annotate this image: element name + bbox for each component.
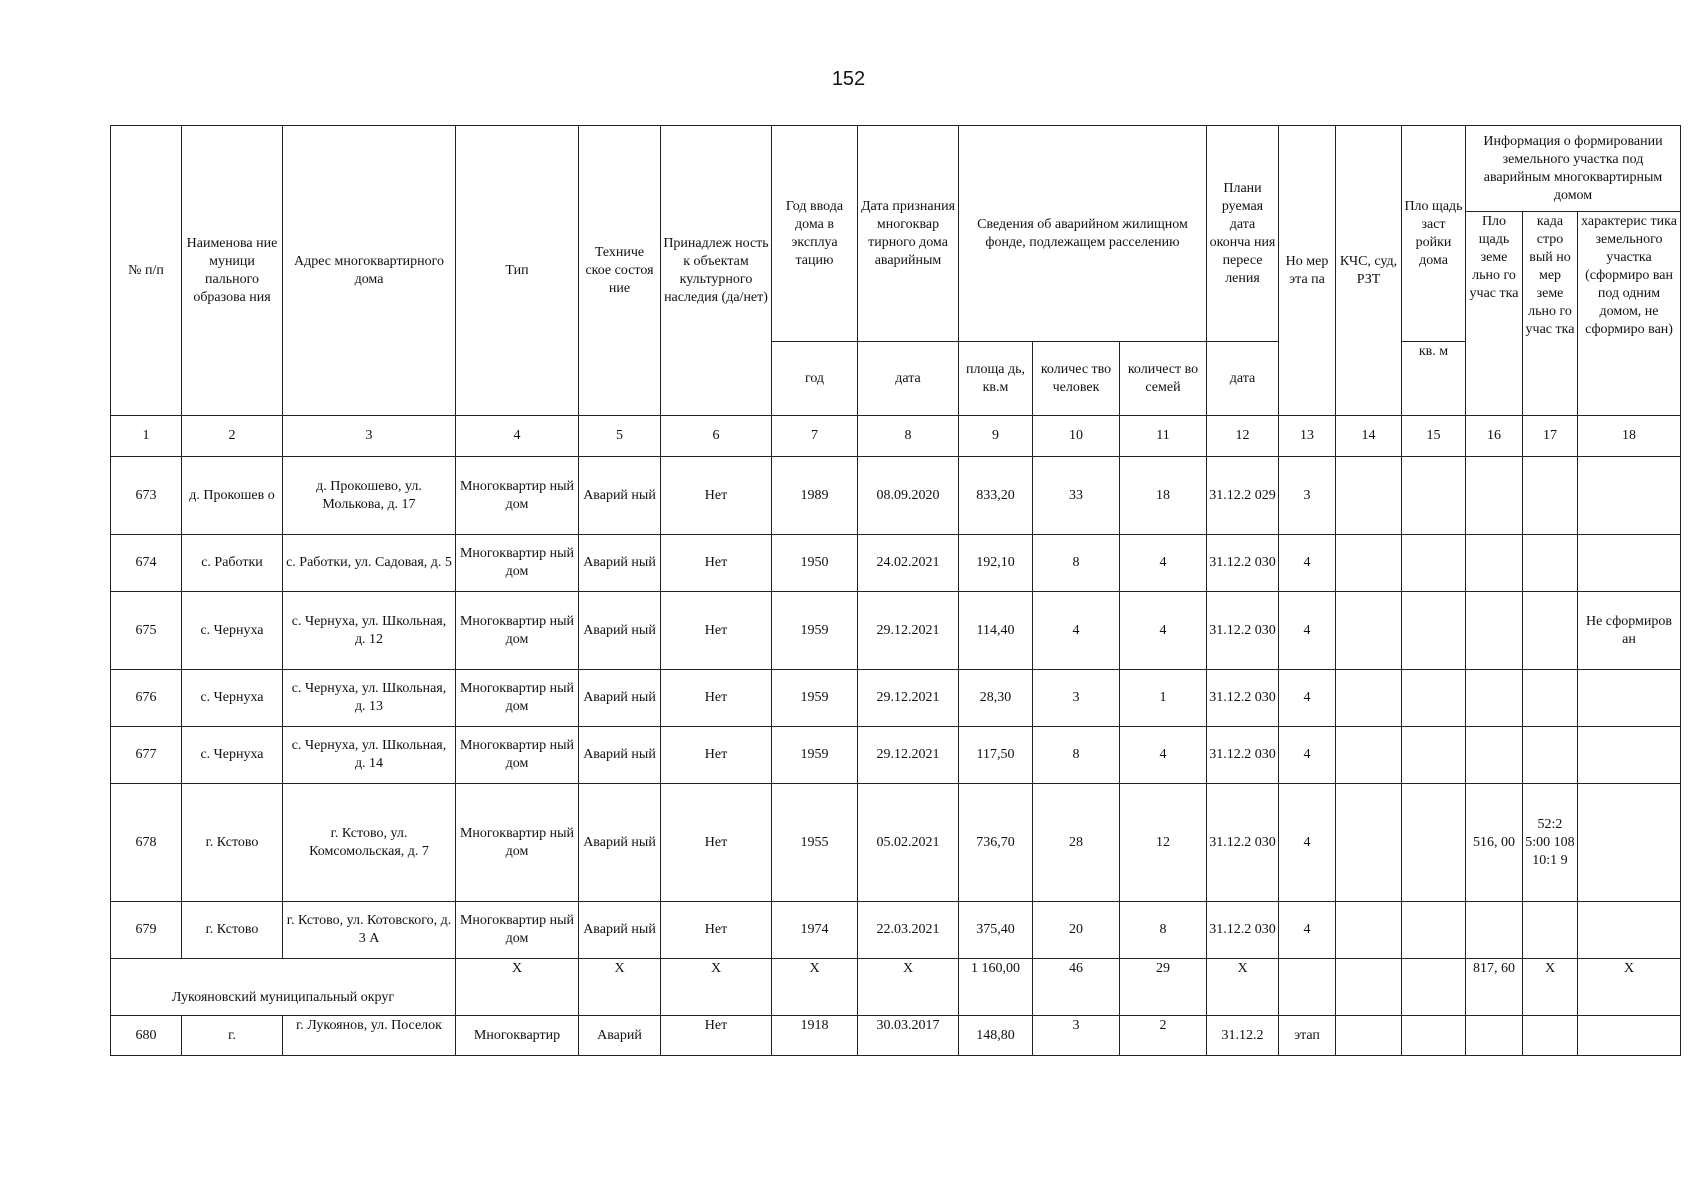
cell-stage: 4 — [1279, 902, 1336, 959]
cell-year: 1950 — [772, 535, 858, 592]
table-row — [111, 727, 1681, 784]
cell-year: Х — [772, 959, 858, 1016]
cell-state: Аварий ный — [579, 457, 661, 535]
header-heritage: Принадлеж ность к объектам культурного наследия (да/нет) — [661, 126, 772, 416]
cell-building-area — [1402, 1016, 1466, 1056]
cell-land-area — [1466, 535, 1523, 592]
cell-year: 1918 — [772, 1016, 858, 1056]
cell-number: 680 — [111, 1016, 182, 1056]
cell-end-date: 31.12.2 030 — [1207, 727, 1279, 784]
cell-kchs — [1336, 959, 1402, 1016]
cell-address: г. Кстово, ул. Котовского, д. 3 А — [283, 902, 456, 959]
subheader-year: год — [772, 342, 858, 416]
subheader-end-date: дата — [1207, 342, 1279, 416]
cell-cadastral: 52:2 5:00 108 10:1 9 — [1523, 784, 1578, 902]
cell-address: с. Чернуха, ул. Школьная, д. 14 — [283, 727, 456, 784]
cell-people: 3 — [1033, 1016, 1120, 1056]
cell-people: 20 — [1033, 902, 1120, 959]
cell-area: 1 160,00 — [959, 959, 1033, 1016]
cell-people: 4 — [1033, 592, 1120, 670]
header-address: Адрес многоквартирного дома — [283, 126, 456, 416]
cell-date: 29.12.2021 — [858, 592, 959, 670]
cell-stage: 4 — [1279, 535, 1336, 592]
cell-area: 148,80 — [959, 1016, 1033, 1056]
cell-address: с. Чернуха, ул. Школьная, д. 12 — [283, 592, 456, 670]
cell-area: 736,70 — [959, 784, 1033, 902]
cell-families: 4 — [1120, 535, 1207, 592]
cell-land-characteristic: Х — [1578, 959, 1681, 1016]
cell-address: г. Лукоянов, ул. Поселок — [283, 1016, 456, 1056]
cell-kchs — [1336, 592, 1402, 670]
cell-year: 1989 — [772, 457, 858, 535]
cell-building-area — [1402, 670, 1466, 727]
cell-end-date: 31.12.2 030 — [1207, 902, 1279, 959]
header-cadastral: када стро вый но мер земе льно го учас тка — [1523, 212, 1578, 416]
cell-heritage: Х — [661, 959, 772, 1016]
column-number: 9 — [959, 416, 1033, 457]
header-land-info: Информация о формировании земельного участка под аварийным многоквартирным домом — [1466, 126, 1681, 212]
cell-state: Аварий ный — [579, 784, 661, 902]
cell-land-characteristic — [1578, 727, 1681, 784]
cell-state: Аварий ный — [579, 535, 661, 592]
cell-heritage: Нет — [661, 784, 772, 902]
cell-number: 676 — [111, 670, 182, 727]
cell-end-date: Х — [1207, 959, 1279, 1016]
cell-land-area — [1466, 902, 1523, 959]
cell-building-area — [1402, 457, 1466, 535]
cell-area: 114,40 — [959, 592, 1033, 670]
cell-cadastral — [1523, 902, 1578, 959]
cell-land-characteristic: Не сформиров ан — [1578, 592, 1681, 670]
cell-land-characteristic — [1578, 457, 1681, 535]
cell-cadastral — [1523, 1016, 1578, 1056]
cell-municipality: с. Работки — [182, 535, 283, 592]
cell-address: д. Прокошево, ул. Молькова, д. 17 — [283, 457, 456, 535]
table-row — [111, 535, 1681, 592]
cell-building-area — [1402, 784, 1466, 902]
cell-land-characteristic — [1578, 784, 1681, 902]
cell-building-area — [1402, 727, 1466, 784]
cell-heritage: Нет — [661, 535, 772, 592]
cell-state: Аварий ный — [579, 727, 661, 784]
cell-families: 8 — [1120, 902, 1207, 959]
cell-families: 18 — [1120, 457, 1207, 535]
cell-address: г. Кстово, ул. Комсомольская, д. 7 — [283, 784, 456, 902]
cell-cadastral — [1523, 535, 1578, 592]
cell-land-characteristic — [1578, 902, 1681, 959]
cell-land-characteristic — [1578, 670, 1681, 727]
cell-kchs — [1336, 535, 1402, 592]
cell-families: 29 — [1120, 959, 1207, 1016]
cell-end-date: 31.12.2 030 — [1207, 670, 1279, 727]
header-housing-info: Сведения об аварийном жилищном фонде, подлежащем расселению — [959, 126, 1207, 342]
cell-stage: 4 — [1279, 727, 1336, 784]
cell-number: 677 — [111, 727, 182, 784]
column-number: 14 — [1336, 416, 1402, 457]
cell-state: Аварий — [579, 1016, 661, 1056]
column-number: 18 — [1578, 416, 1681, 457]
cell-area: 28,30 — [959, 670, 1033, 727]
cell-municipality: г. Кстово — [182, 902, 283, 959]
cell-address: с. Чернуха, ул. Школьная, д. 13 — [283, 670, 456, 727]
cell-families: 12 — [1120, 784, 1207, 902]
cell-date: 24.02.2021 — [858, 535, 959, 592]
cell-families: 1 — [1120, 670, 1207, 727]
cell-type: Многоквартир ный дом — [456, 784, 579, 902]
header-building-area: Пло щадь заст ройки дома — [1402, 126, 1466, 342]
cell-cadastral: Х — [1523, 959, 1578, 1016]
cell-type: Многоквартир — [456, 1016, 579, 1056]
cell-end-date: 31.12.2 030 — [1207, 535, 1279, 592]
cell-state: Аварий ный — [579, 670, 661, 727]
cell-people: 8 — [1033, 727, 1120, 784]
cell-heritage: Нет — [661, 1016, 772, 1056]
cell-type: Х — [456, 959, 579, 1016]
column-number: 12 — [1207, 416, 1279, 457]
subheader-people: количес тво человек — [1033, 342, 1120, 416]
header-technical-state: Техниче ское состоя ние — [579, 126, 661, 416]
cell-area: 833,20 — [959, 457, 1033, 535]
cell-type: Многоквартир ный дом — [456, 592, 579, 670]
cell-building-area — [1402, 959, 1466, 1016]
cell-heritage: Нет — [661, 457, 772, 535]
cell-type: Многоквартир ный дом — [456, 670, 579, 727]
cell-state: Аварий ный — [579, 592, 661, 670]
cell-families: 4 — [1120, 727, 1207, 784]
cell-land-area — [1466, 1016, 1523, 1056]
table-row — [111, 1016, 1681, 1056]
cell-area: 375,40 — [959, 902, 1033, 959]
cell-kchs — [1336, 902, 1402, 959]
cell-number: 675 — [111, 592, 182, 670]
cell-stage: 4 — [1279, 670, 1336, 727]
cell-date: 29.12.2021 — [858, 727, 959, 784]
cell-area: 192,10 — [959, 535, 1033, 592]
cell-kchs — [1336, 1016, 1402, 1056]
cell-year: 1959 — [772, 592, 858, 670]
cell-number: 674 — [111, 535, 182, 592]
column-number: 13 — [1279, 416, 1336, 457]
cell-land-characteristic — [1578, 535, 1681, 592]
table-row — [111, 592, 1681, 670]
cell-building-area — [1402, 902, 1466, 959]
column-number: 7 — [772, 416, 858, 457]
cell-state: Аварий ный — [579, 902, 661, 959]
cell-type: Многоквартир ный дом — [456, 457, 579, 535]
table-row — [111, 457, 1681, 535]
header-number: № п/п — [111, 126, 182, 416]
column-number: 17 — [1523, 416, 1578, 457]
header-municipality: Наименова ние муници пального образова ния — [182, 126, 283, 416]
cell-year: 1959 — [772, 727, 858, 784]
header-resettlement-end: Плани руемая дата оконча ния пересе ления — [1207, 126, 1279, 342]
cell-land-area: 516, 00 — [1466, 784, 1523, 902]
cell-families: 4 — [1120, 592, 1207, 670]
page-number: 152 — [831, 68, 866, 90]
subheader-families: количест во семей — [1120, 342, 1207, 416]
cell-cadastral — [1523, 727, 1578, 784]
cell-land-area: 817, 60 — [1466, 959, 1523, 1016]
cell-municipality: с. Чернуха — [182, 592, 283, 670]
cell-date: 08.09.2020 — [858, 457, 959, 535]
cell-building-area — [1402, 535, 1466, 592]
cell-date: 30.03.2017 — [858, 1016, 959, 1056]
cell-kchs — [1336, 727, 1402, 784]
cell-date: Х — [858, 959, 959, 1016]
cell-year: 1974 — [772, 902, 858, 959]
cell-end-date: 31.12.2 030 — [1207, 784, 1279, 902]
cell-stage: 4 — [1279, 784, 1336, 902]
cell-address: с. Работки, ул. Садовая, д. 5 — [283, 535, 456, 592]
cell-date: 22.03.2021 — [858, 902, 959, 959]
cell-municipality: д. Прокошев о — [182, 457, 283, 535]
cell-end-date: 31.12.2 030 — [1207, 592, 1279, 670]
cell-number: 679 — [111, 902, 182, 959]
cell-stage: 3 — [1279, 457, 1336, 535]
column-number: 5 — [579, 416, 661, 457]
cell-people: 33 — [1033, 457, 1120, 535]
table-row — [111, 902, 1681, 959]
cell-municipality: г. Кстово — [182, 784, 283, 902]
cell-heritage: Нет — [661, 727, 772, 784]
cell-people: 46 — [1033, 959, 1120, 1016]
cell-number: 673 — [111, 457, 182, 535]
column-number-row — [111, 416, 1681, 457]
header-land-characteristic: характерис тика земельного участка (сформиро ван под одним домом, не сформиро ван) — [1578, 212, 1681, 416]
cell-date: 05.02.2021 — [858, 784, 959, 902]
column-number: 10 — [1033, 416, 1120, 457]
column-number: 6 — [661, 416, 772, 457]
cell-date: 29.12.2021 — [858, 670, 959, 727]
cell-kchs — [1336, 784, 1402, 902]
cell-stage — [1279, 959, 1336, 1016]
cell-building-area — [1402, 592, 1466, 670]
cell-type: Многоквартир ный дом — [456, 535, 579, 592]
cell-land-area — [1466, 670, 1523, 727]
column-number: 4 — [456, 416, 579, 457]
cell-state: Х — [579, 959, 661, 1016]
column-number: 8 — [858, 416, 959, 457]
column-number: 16 — [1466, 416, 1523, 457]
subheader-date: дата — [858, 342, 959, 416]
subtotal-row — [111, 959, 1681, 1016]
cell-end-date: 31.12.2 029 — [1207, 457, 1279, 535]
cell-municipality: с. Чернуха — [182, 670, 283, 727]
cell-type: Многоквартир ный дом — [456, 902, 579, 959]
cell-people: 28 — [1033, 784, 1120, 902]
cell-stage: этап — [1279, 1016, 1336, 1056]
cell-cadastral — [1523, 592, 1578, 670]
cell-heritage: Нет — [661, 902, 772, 959]
subheader-building-area-unit: кв. м — [1402, 342, 1466, 416]
cell-land-area — [1466, 457, 1523, 535]
header-commission-year: Год ввода дома в эксплуа тацию — [772, 126, 858, 342]
cell-families: 2 — [1120, 1016, 1207, 1056]
header-emergency-date: Дата признания многоквар тирного дома аварийным — [858, 126, 959, 342]
cell-kchs — [1336, 457, 1402, 535]
cell-number: 678 — [111, 784, 182, 902]
cell-land-area — [1466, 592, 1523, 670]
cell-land-area — [1466, 727, 1523, 784]
cell-kchs — [1336, 670, 1402, 727]
subtotal-label: Лукояновский муниципальный округ — [111, 959, 456, 1016]
column-number: 3 — [283, 416, 456, 457]
cell-cadastral — [1523, 670, 1578, 727]
cell-municipality: г. — [182, 1016, 283, 1056]
cell-land-characteristic — [1578, 1016, 1681, 1056]
subheader-area: площа дь, кв.м — [959, 342, 1033, 416]
emergency-housing-table — [110, 125, 1681, 1056]
cell-heritage: Нет — [661, 670, 772, 727]
cell-type: Многоквартир ный дом — [456, 727, 579, 784]
cell-stage: 4 — [1279, 592, 1336, 670]
cell-year: 1955 — [772, 784, 858, 902]
column-number: 15 — [1402, 416, 1466, 457]
column-number: 1 — [111, 416, 182, 457]
header-kchs: КЧС, суд, РЗТ — [1336, 126, 1402, 416]
column-number: 2 — [182, 416, 283, 457]
table-row — [111, 670, 1681, 727]
column-number: 11 — [1120, 416, 1207, 457]
cell-year: 1959 — [772, 670, 858, 727]
header-type: Тип — [456, 126, 579, 416]
cell-people: 8 — [1033, 535, 1120, 592]
header-land-area: Пло щадь земе льно го учас тка — [1466, 212, 1523, 416]
cell-cadastral — [1523, 457, 1578, 535]
cell-people: 3 — [1033, 670, 1120, 727]
cell-municipality: с. Чернуха — [182, 727, 283, 784]
cell-heritage: Нет — [661, 592, 772, 670]
cell-end-date: 31.12.2 — [1207, 1016, 1279, 1056]
table-row — [111, 784, 1681, 902]
header-stage: Но мер эта па — [1279, 126, 1336, 416]
cell-area: 117,50 — [959, 727, 1033, 784]
